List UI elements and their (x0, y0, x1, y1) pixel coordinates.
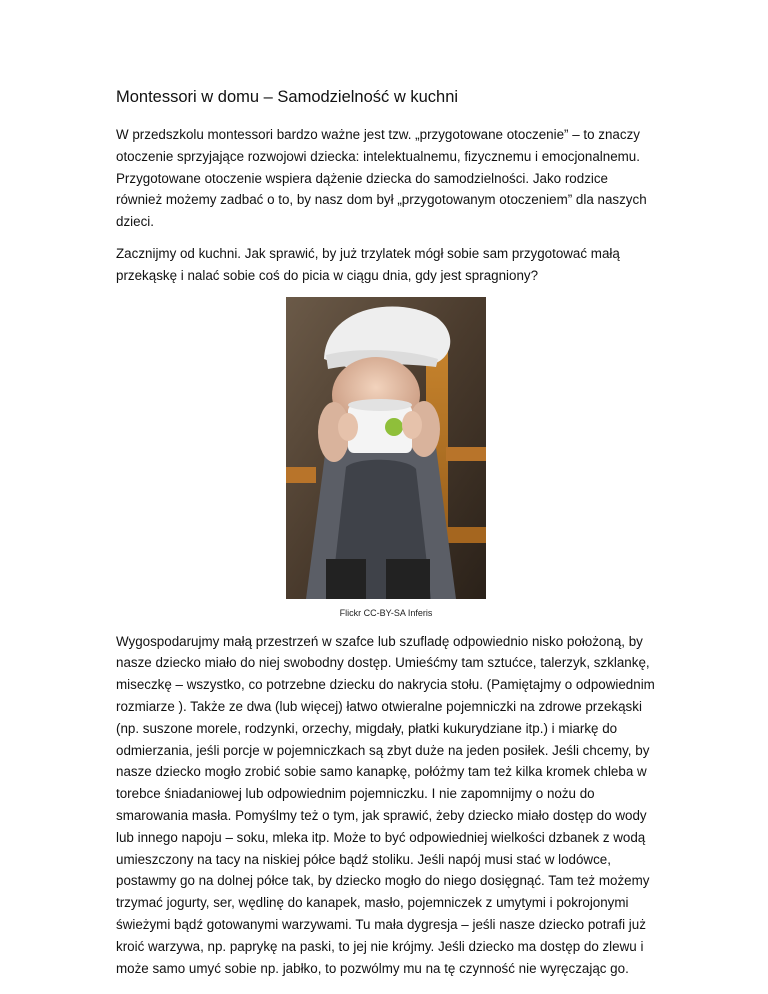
photo-caption: Flickr CC-BY-SA Inferis (339, 607, 433, 618)
document-title: Montessori w domu – Samodzielność w kuchni (116, 88, 459, 106)
document-content (116, 86, 656, 989)
child-drinking-photo (286, 297, 486, 599)
photo-figure (116, 297, 656, 619)
question-paragraph: Zacznijmy od kuchni. Jak sprawić, by już trzylatek mógł sobie sam przygotować małą przekąskę i nalać sobie coś do picia w ciągu dnia, gdy jest spragniony? (116, 245, 620, 283)
main-paragraph: Wygospodarujmy małą przestrzeń w szafce lub szufladę odpowiednio nisko położoną, by nasze dziecko miało do niej swobodny dostęp. Umieśćmy tam sztućce, talerzyk, szklankę, miseczkę – wszystko, co potrzebne dziecku do nakrycia stołu. (Pamiętajmy o odpowiednim rozmiarze ). Także ze dwa (lub więcej) łatwo otwieralne pojemniczki na zdrowe przekąski (np. suszone morele, rodzynki, orzechy, migdały, płatki kukurydziane itp.) i miarkę do odmierzania, jeśli porcje w pojemniczkach są zbyt duże na jeden posiłek. Jeśli chcemy, by nasze dziecko mogło zrobić sobie samo kanapkę, połóżmy tam też kilka kromek chleba w torebce śniadaniowej lub odpowiednim pojemniczku. I nie zapomnijmy o nożu do smarowania masła. Pomyślmy też o tym, jak sprawić, żeby dziecko miało dostęp do wody lub innego napoju – soku, mleka itp. Może to być odpowiedniej wielkości dzbanek z wodą umieszczony na tacy na niskiej półce bądź stoliku. Jeśli napój musi stać w lodówce, postawmy go na dolnej półce tak, by dziecko mogło do niego dosięgnąć. Tam też możemy trzymać jogurty, ser, wędlinę do kanapek, masło, pojemniczek z umytymi i pokrojonymi świeżymi bądź gotowanymi warzywami. Tu mała dygresja – jeśli nasze dziecko potrafi już kroić warzywa, np. paprykę na paski, to jej nie krójmy. Jeśli dziecko ma dostęp do zlewu i może samo umyć sobie np. jabłko, to pozwólmy mu na tę czynność nie wyręczając go. (116, 633, 655, 976)
intro-paragraph: W przedszkolu montessori bardzo ważne jest tzw. „przygotowane otoczenie” – to znaczy otoczenie sprzyjające rozwojowi dziecka: intelektualnemu, fizycznemu i emocjonalnemu. Przygotowane otoczenie wspiera dążenie dziecka do samodzielności. Jako rodzice również możemy zadbać o to, by nasz dom był „przygotowanym otoczeniem” dla naszych dzieci. (116, 127, 647, 230)
